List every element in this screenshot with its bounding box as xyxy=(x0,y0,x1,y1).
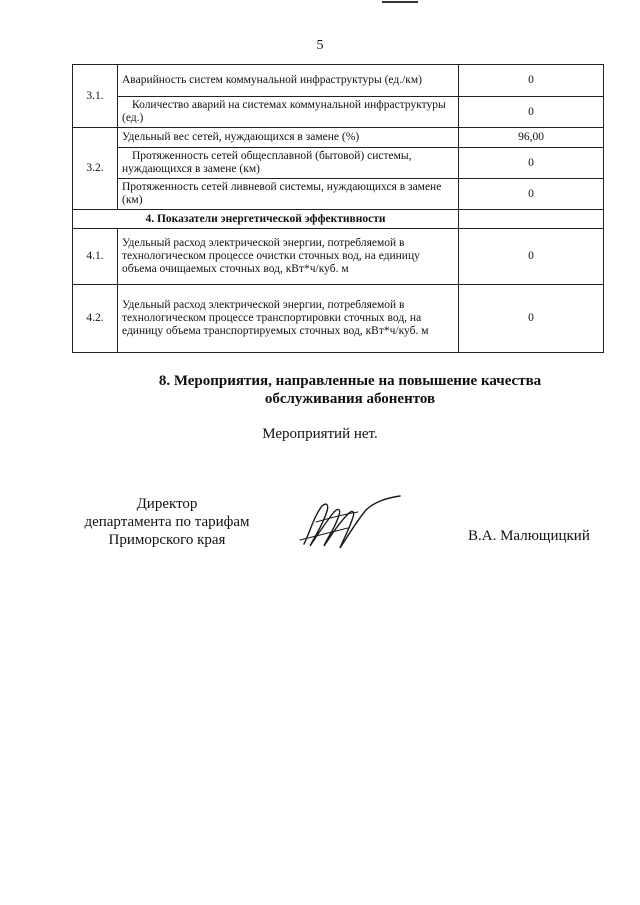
section-heading xyxy=(60,372,640,408)
row-description: Количество аварий на системах коммунальной инфраструктуры (ед.) xyxy=(118,97,459,128)
table-row xyxy=(73,148,604,179)
row-number: 4.2. xyxy=(73,285,118,353)
table-row xyxy=(73,97,604,128)
row-description: Аварийность систем коммунальной инфраструктуры (ед./км) xyxy=(118,65,459,97)
row-value: 96,00 xyxy=(459,128,604,148)
indicators-table xyxy=(72,64,604,353)
row-description: Удельный расход электрической энергии, потребляемой в технологическом процессе транспортировки сточных вод, на единицу объема транспортируемых сточных вод, кВт*ч/куб. м xyxy=(118,285,459,353)
position-line: Директор xyxy=(136,496,198,512)
section-row xyxy=(73,210,604,229)
row-value: 0 xyxy=(459,65,604,97)
table-row xyxy=(73,128,604,148)
row-description: Удельный расход электрической энергии, потребляемой в технологическом процессе очистки сточных вод, на единицу объема очищаемых сточных вод, кВт*ч/куб. м xyxy=(118,229,459,285)
row-description: Удельный вес сетей, нуждающихся в замене (%) xyxy=(118,128,459,148)
row-value: 0 xyxy=(459,97,604,128)
page-number: 5 xyxy=(316,38,324,53)
row-value: 0 xyxy=(459,148,604,179)
row-value: 0 xyxy=(459,285,604,353)
section-value-empty xyxy=(459,210,604,229)
section-heading-line1: 8. Мероприятия, направленные на повышение качества xyxy=(158,373,542,389)
table-row xyxy=(73,229,604,285)
row-number: 3.2. xyxy=(73,128,118,210)
position-line: департамента по тарифам xyxy=(84,514,250,530)
row-description: Протяженность сетей общесплавной (бытовой) системы, нуждающихся в замене (км) xyxy=(118,148,459,179)
row-number: 4.1. xyxy=(73,229,118,285)
section-heading-line2: обслуживания абонентов xyxy=(264,391,436,407)
row-value: 0 xyxy=(459,229,604,285)
table-row xyxy=(73,285,604,353)
section-title: 4. Показатели энергетической эффективности xyxy=(73,210,459,229)
handwritten-signature xyxy=(296,492,406,554)
row-description: Протяженность сетей ливневой системы, нуждающихся в замене (км) xyxy=(118,179,459,210)
scan-edge-mark xyxy=(380,0,420,4)
position-line: Приморского края xyxy=(108,532,226,548)
table-row xyxy=(73,65,604,97)
row-number: 3.1. xyxy=(73,65,118,128)
signatory-position xyxy=(48,495,286,549)
row-value: 0 xyxy=(459,179,604,210)
table-row xyxy=(73,179,604,210)
no-measures-text: Мероприятий нет. xyxy=(262,426,378,442)
signatory-name: В.А. Малющицкий xyxy=(468,528,590,544)
